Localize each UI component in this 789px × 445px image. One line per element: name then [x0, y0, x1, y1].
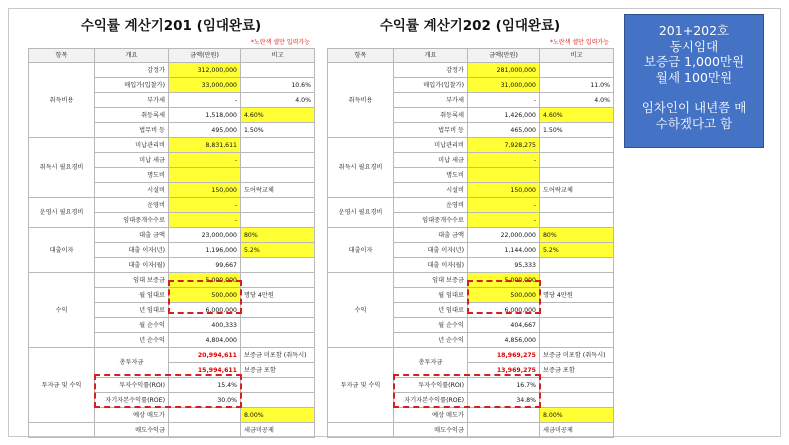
remark-cell — [241, 258, 315, 273]
category-cell — [29, 423, 95, 438]
remark-cell — [241, 198, 315, 213]
item-label: 월 임대료 — [95, 288, 169, 303]
amount-cell[interactable]: 500,000 — [468, 288, 540, 303]
table-row — [328, 63, 614, 78]
remark-cell — [540, 303, 614, 318]
column-header: 비고 — [540, 49, 614, 63]
amount-cell[interactable]: 500,000 — [169, 288, 241, 303]
table-row — [328, 138, 614, 153]
item-label: 대출 이자(월) — [95, 258, 169, 273]
amount-cell: 99,667 — [169, 258, 241, 273]
callout-line: 보증금 1,000만원 — [643, 54, 745, 69]
amount-cell: 6,000,000 — [468, 303, 540, 318]
remark-cell: 보증금 포함 — [540, 363, 614, 378]
remark-cell: 보증금 미포함 (취득시) — [241, 348, 315, 363]
remark-cell — [241, 393, 315, 408]
item-label: 월 순수익 — [95, 318, 169, 333]
remark-cell[interactable]: 4.60% — [540, 108, 614, 123]
remark-cell — [241, 273, 315, 288]
remark-cell — [540, 258, 614, 273]
callout-line: 201+202호 — [658, 23, 730, 38]
amount-cell: 495,000 — [169, 123, 241, 138]
remark-cell: 도어락교체 — [241, 183, 315, 198]
remark-cell — [241, 138, 315, 153]
table-row — [328, 228, 614, 243]
amount-cell — [169, 423, 241, 438]
amount-cell[interactable]: 281,000,000 — [468, 63, 540, 78]
remark-cell[interactable]: 80% — [540, 228, 614, 243]
amount-cell: 15,994,611 — [169, 363, 241, 378]
remark-cell: 보증금 미포함 (취득시) — [540, 348, 614, 363]
remark-cell — [540, 63, 614, 78]
input-note: *노란색 셀만 입력가능 — [550, 39, 609, 46]
item-label: 명도비 — [95, 168, 169, 183]
remark-cell — [241, 63, 315, 78]
category-cell: 투자금 및 수익 — [29, 348, 95, 423]
category-cell: 운영시 필요경비 — [328, 198, 394, 228]
item-label: 법무비 등 — [95, 123, 169, 138]
category-cell: 운영시 필요경비 — [29, 198, 95, 228]
remark-cell: 1.50% — [540, 123, 614, 138]
amount-cell: 15.4% — [169, 378, 241, 393]
table-row — [29, 63, 315, 78]
item-label: 취등록세 — [95, 108, 169, 123]
item-label: 대출 금액 — [394, 228, 468, 243]
category-cell: 취득시 필요경비 — [29, 138, 95, 198]
item-label: 임대중개수수료 — [95, 213, 169, 228]
remark-cell: 4.0% — [241, 93, 315, 108]
column-header: 개요 — [394, 49, 468, 63]
remark-cell — [241, 168, 315, 183]
amount-cell — [169, 408, 241, 423]
amount-cell[interactable]: 8,831,611 — [169, 138, 241, 153]
item-label: 자기자본수익률(ROE) — [394, 393, 468, 408]
item-label: 대출 금액 — [95, 228, 169, 243]
remark-cell: 10.6% — [241, 78, 315, 93]
amount-cell: 34.8% — [468, 393, 540, 408]
item-label: 투자수익률(ROI) — [95, 378, 169, 393]
category-cell: 취득시 필요경비 — [328, 138, 394, 198]
remark-cell[interactable]: 4.60% — [241, 108, 315, 123]
table-row — [328, 198, 614, 213]
item-label: 임대중개수수료 — [394, 213, 468, 228]
remark-cell — [540, 213, 614, 228]
amount-cell[interactable]: 5,000,000 — [169, 273, 241, 288]
table-row — [29, 198, 315, 213]
item-label: 미납 세금 — [394, 153, 468, 168]
amount-cell: 6,000,000 — [169, 303, 241, 318]
remark-cell — [540, 318, 614, 333]
item-label: 자기자본수익률(ROE) — [95, 393, 169, 408]
amount-cell: 1,426,000 — [468, 108, 540, 123]
column-header: 금액(만원) — [468, 49, 540, 63]
item-label: 임대 보증금 — [394, 273, 468, 288]
amount-cell: 30.0% — [169, 393, 241, 408]
item-label: 월 순수익 — [394, 318, 468, 333]
callout-line: 수하겠다고 함 — [655, 115, 733, 131]
remark-cell — [540, 198, 614, 213]
item-label: 년 임대료 — [95, 303, 169, 318]
category-cell: 취득비용 — [328, 63, 394, 138]
item-label: 대출 이자(년) — [394, 243, 468, 258]
sheet-title: 수익률 계산기202 (임대완료) — [379, 18, 561, 34]
calc-table — [327, 48, 614, 438]
amount-cell[interactable]: - — [169, 213, 241, 228]
remark-cell — [540, 168, 614, 183]
table-row — [29, 423, 315, 438]
item-label: 대출 이자(년) — [95, 243, 169, 258]
amount-cell[interactable]: 150,000 — [468, 183, 540, 198]
amount-cell[interactable]: 33,000,000 — [169, 78, 241, 93]
remark-cell — [540, 273, 614, 288]
category-cell: 투자금 및 수익 — [328, 348, 394, 423]
remark-cell — [241, 213, 315, 228]
calculator-201 — [28, 14, 314, 438]
item-label: 시설비 — [95, 183, 169, 198]
amount-cell[interactable] — [169, 168, 241, 183]
remark-cell — [540, 138, 614, 153]
sheet-title: 수익률 계산기201 (임대완료) — [80, 18, 262, 34]
item-label: 매입가(입찰가) — [394, 78, 468, 93]
item-label: 월 임대료 — [394, 288, 468, 303]
item-label: 감정가 — [394, 63, 468, 78]
remark-cell[interactable]: 80% — [241, 228, 315, 243]
remark-cell[interactable]: 5.2% — [241, 243, 315, 258]
column-header: 금액(만원) — [169, 49, 241, 63]
item-label: 예상 매도가 — [394, 408, 468, 423]
category-cell: 취득비용 — [29, 63, 95, 138]
category-cell: 대출이자 — [29, 228, 95, 273]
amount-cell: 465,000 — [468, 123, 540, 138]
table-row — [29, 228, 315, 243]
amount-cell[interactable]: - — [468, 213, 540, 228]
remark-cell: 세금미공제 — [241, 423, 315, 438]
remark-cell: 명당 4만원 — [540, 288, 614, 303]
remark-cell[interactable]: 5.2% — [540, 243, 614, 258]
item-label: 감정가 — [95, 63, 169, 78]
remark-cell[interactable]: 8.00% — [241, 408, 315, 423]
amount-cell: 95,333 — [468, 258, 540, 273]
item-label: 예상 매도가 — [95, 408, 169, 423]
remark-cell — [540, 153, 614, 168]
remark-cell: 도어락교체 — [540, 183, 614, 198]
item-label: 미납관리비 — [394, 138, 468, 153]
amount-cell: 1,518,000 — [169, 108, 241, 123]
amount-cell: 18,969,275 — [468, 348, 540, 363]
category-cell: 수익 — [29, 273, 95, 348]
amount-cell: 20,994,611 — [169, 348, 241, 363]
remark-cell: 4.0% — [540, 93, 614, 108]
remark-cell — [241, 303, 315, 318]
table-row — [29, 138, 315, 153]
item-label: 매도수익금 — [95, 423, 169, 438]
column-header: 항목 — [328, 49, 394, 63]
item-label: 임대 보증금 — [95, 273, 169, 288]
item-label: 부가세 — [95, 93, 169, 108]
amount-cell[interactable]: 312,000,000 — [169, 63, 241, 78]
amount-cell: - — [169, 93, 241, 108]
remark-cell — [540, 333, 614, 348]
amount-cell[interactable]: - — [468, 153, 540, 168]
amount-cell: 16.7% — [468, 378, 540, 393]
column-header: 개요 — [95, 49, 169, 63]
amount-cell: 23,000,000 — [169, 228, 241, 243]
calculator-202 — [327, 14, 613, 438]
item-label: 운영비 — [394, 198, 468, 213]
amount-cell: 1,196,000 — [169, 243, 241, 258]
header-row — [29, 49, 315, 63]
remark-cell: 보증금 포함 — [241, 363, 315, 378]
amount-cell — [468, 408, 540, 423]
item-label: 시설비 — [394, 183, 468, 198]
item-label: 법무비 등 — [394, 123, 468, 138]
table-row — [29, 273, 315, 288]
table-row — [29, 348, 315, 363]
callout-line: 월세 100만원 — [655, 69, 733, 85]
item-label: 매입가(입찰가) — [95, 78, 169, 93]
column-header: 항목 — [29, 49, 95, 63]
remark-cell — [241, 333, 315, 348]
item-label: 취등록세 — [394, 108, 468, 123]
remark-cell: 세금미공제 — [540, 423, 614, 438]
item-label: 대출 이자(월) — [394, 258, 468, 273]
remark-cell — [540, 393, 614, 408]
amount-cell: 4,804,000 — [169, 333, 241, 348]
remark-cell — [540, 378, 614, 393]
item-label: 총투자금 — [95, 348, 169, 378]
calc-table — [28, 48, 315, 438]
table-row — [328, 423, 614, 438]
amount-cell: 4,856,000 — [468, 333, 540, 348]
amount-cell[interactable]: 5,000,000 — [468, 273, 540, 288]
amount-cell[interactable]: 150,000 — [169, 183, 241, 198]
item-label: 매도수익금 — [394, 423, 468, 438]
item-label: 총투자금 — [394, 348, 468, 378]
table-row — [328, 273, 614, 288]
amount-cell[interactable] — [468, 168, 540, 183]
callout-line: 임차인이 내년쯤 매 — [641, 100, 747, 115]
item-label: 년 임대료 — [394, 303, 468, 318]
amount-cell: 404,667 — [468, 318, 540, 333]
remark-cell[interactable]: 8.00% — [540, 408, 614, 423]
input-note: *노란색 셀만 입력가능 — [251, 39, 310, 46]
item-label: 명도비 — [394, 168, 468, 183]
remark-cell — [241, 153, 315, 168]
header-row — [328, 49, 614, 63]
memo-callout — [624, 14, 764, 148]
amount-cell[interactable]: - — [169, 153, 241, 168]
amount-cell: 13,969,275 — [468, 363, 540, 378]
amount-cell: 22,000,000 — [468, 228, 540, 243]
amount-cell: 1,144,000 — [468, 243, 540, 258]
column-header: 비고 — [241, 49, 315, 63]
amount-cell[interactable]: - — [468, 198, 540, 213]
item-label: 미납관리비 — [95, 138, 169, 153]
remark-cell — [241, 378, 315, 393]
amount-cell — [468, 423, 540, 438]
amount-cell[interactable]: 31,000,000 — [468, 78, 540, 93]
amount-cell: - — [468, 93, 540, 108]
amount-cell[interactable]: 7,928,275 — [468, 138, 540, 153]
remark-cell: 1.50% — [241, 123, 315, 138]
item-label: 년 순수익 — [394, 333, 468, 348]
item-label: 부가세 — [394, 93, 468, 108]
callout-line: 동시임대 — [669, 38, 719, 54]
remark-cell — [241, 318, 315, 333]
amount-cell: 400,333 — [169, 318, 241, 333]
callout-spacer — [625, 85, 763, 100]
remark-cell: 명당 4만원 — [241, 288, 315, 303]
category-cell: 수익 — [328, 273, 394, 348]
item-label: 미납 세금 — [95, 153, 169, 168]
amount-cell[interactable]: - — [169, 198, 241, 213]
item-label: 운영비 — [95, 198, 169, 213]
item-label: 투자수익률(ROI) — [394, 378, 468, 393]
remark-cell: 11.0% — [540, 78, 614, 93]
table-row — [328, 348, 614, 363]
item-label: 년 순수익 — [95, 333, 169, 348]
category-cell — [328, 423, 394, 438]
category-cell: 대출이자 — [328, 228, 394, 273]
